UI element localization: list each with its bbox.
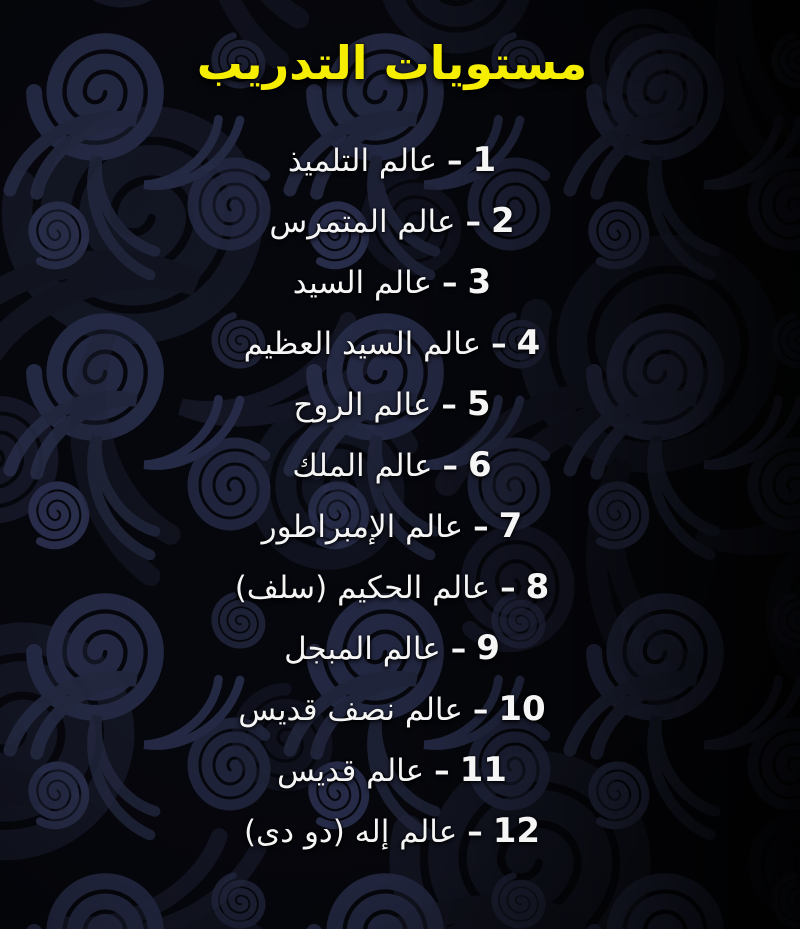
level-item: [0, 801, 792, 862]
level-item: [0, 374, 792, 435]
level-label: عالم المبجل: [284, 630, 441, 667]
level-label: عالم إله (دو دى): [243, 813, 458, 850]
page-title: مستويات التدريب: [196, 36, 588, 90]
level-separator: –: [441, 386, 457, 423]
level-item: [0, 618, 792, 679]
level-item: [0, 679, 792, 740]
level-separator: –: [465, 203, 481, 240]
level-separator: –: [442, 447, 459, 484]
level-separator: –: [473, 508, 489, 545]
level-label: عالم التلميذ: [287, 142, 437, 179]
level-number: 4: [516, 322, 541, 363]
level-number: 9: [476, 627, 500, 668]
level-number: 12: [492, 810, 541, 851]
level-item: [0, 130, 792, 191]
level-item: [0, 496, 792, 557]
level-item: [0, 740, 792, 801]
level-label: عالم المتمرس: [269, 203, 456, 240]
level-number: 2: [490, 200, 515, 241]
level-label: عالم الحكيم (سلف): [234, 569, 491, 606]
level-number: 8: [525, 566, 550, 607]
level-item: [0, 252, 792, 313]
levels-list: [0, 130, 792, 862]
level-label: عالم الملك: [292, 447, 433, 484]
level-item: [0, 191, 792, 252]
level-separator: –: [467, 813, 483, 850]
level-separator: –: [450, 630, 467, 667]
level-number: 6: [468, 444, 492, 485]
level-separator: –: [500, 569, 516, 606]
level-number: 10: [498, 688, 546, 729]
level-item: [0, 435, 792, 496]
level-number: 3: [467, 261, 492, 302]
level-separator: –: [472, 691, 489, 728]
level-label: عالم الروح: [293, 386, 432, 423]
level-separator: –: [434, 752, 450, 789]
level-number: 11: [459, 749, 507, 790]
level-number: 1: [472, 139, 497, 180]
level-number: 5: [466, 383, 491, 424]
level-label: عالم نصف قديس: [238, 691, 463, 728]
level-label: عالم الإمبراطور: [261, 508, 464, 545]
level-separator: –: [491, 325, 507, 362]
level-label: عالم قديس: [277, 752, 425, 789]
level-item: [0, 557, 792, 618]
level-label: عالم السيد العظيم: [243, 325, 482, 362]
level-item: [0, 313, 792, 374]
level-number: 7: [498, 505, 523, 546]
level-separator: –: [446, 142, 463, 179]
level-label: عالم السيد: [292, 264, 433, 301]
level-separator: –: [442, 264, 458, 301]
